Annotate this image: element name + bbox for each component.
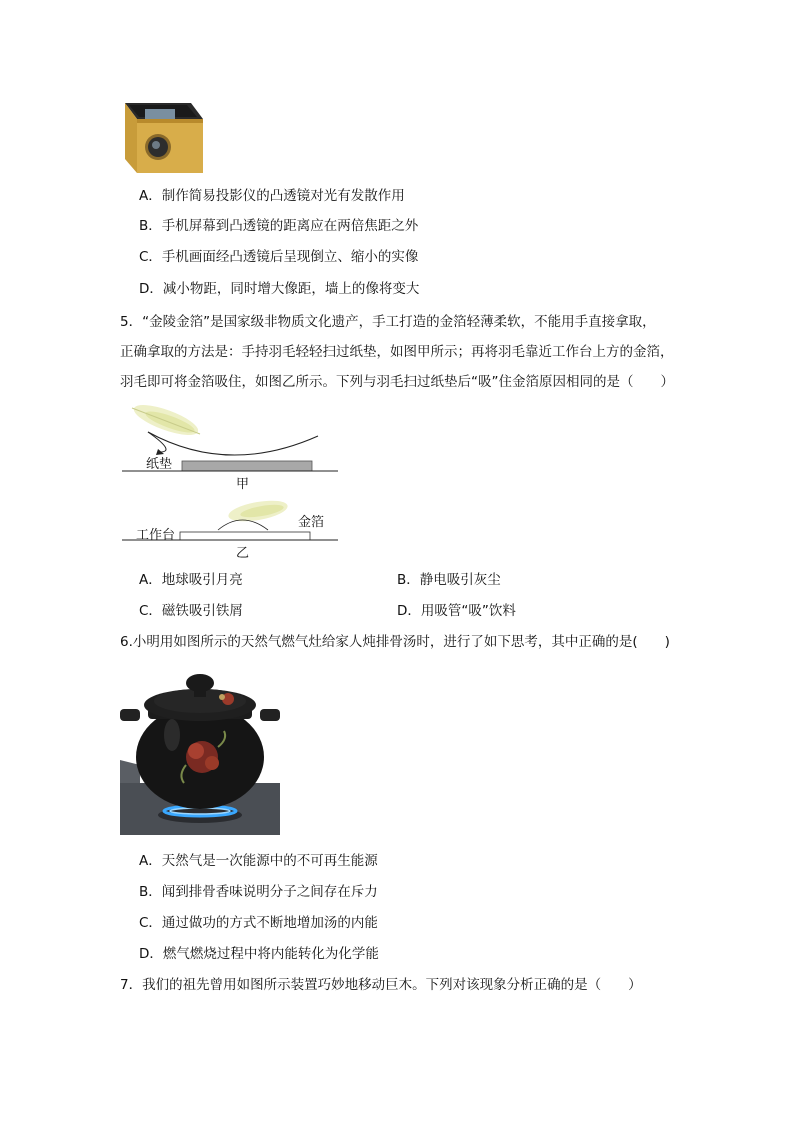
- q6-option-b: B．闻到排骨香味说明分子之间存在斥力: [139, 884, 378, 900]
- q6-stem: 6.小明用如图所示的天然气燃气灶给家人炖排骨汤时，进行了如下思考，其中正确的是( ): [120, 634, 670, 650]
- q5-option-c: C．磁铁吸引铁屑: [139, 603, 243, 619]
- q4-option-c: C．手机画面经凸透镜后呈现倒立、缩小的实像: [139, 249, 419, 265]
- q6-option-c: C．通过做功的方式不断地增加汤的内能: [139, 915, 378, 931]
- q5-option-b: B．静电吸引灰尘: [397, 572, 501, 588]
- q5-feather-figure: [118, 398, 343, 560]
- q5-option-a: A．地球吸引月亮: [139, 572, 243, 588]
- label-paper-pad: 纸垫: [146, 457, 173, 472]
- label-gold-foil: 金箔: [298, 515, 325, 530]
- q6-option-d: D．燃气燃烧过程中将内能转化为化学能: [139, 946, 379, 962]
- projector-box-image: [121, 97, 205, 177]
- q5-stem-line-1: 5．“金陵金箔”是国家级非物质文化遗产，手工打造的金箔轻薄柔软，不能用手直接拿取，: [120, 314, 656, 330]
- label-yi: 乙: [236, 546, 250, 560]
- feather-icon: [131, 399, 202, 441]
- q7-stem: 7．我们的祖先曾用如图所示装置巧妙地移动巨木。下列对该现象分析正确的是（ ）: [120, 977, 642, 993]
- label-jia: 甲: [236, 477, 250, 492]
- q4-option-d: D．减小物距，同时增大像距，墙上的像将变大: [139, 281, 420, 297]
- q6-option-a: A．天然气是一次能源中的不可再生能源: [139, 853, 378, 869]
- label-workbench: 工作台: [136, 528, 176, 543]
- q5-option-d: D．用吸管“吸”饮料: [397, 603, 516, 619]
- q5-stem-line-2: 正确拿取的方法是：手持羽毛轻轻扫过纸垫，如图甲所示；再将羽毛靠近工作台上方的金箔，: [120, 344, 674, 360]
- q4-option-a: A．制作简易投影仪的凸透镜对光有发散作用: [139, 188, 405, 204]
- q4-option-b: B．手机屏幕到凸透镜的距离应在两倍焦距之外: [139, 218, 419, 234]
- q5-stem-line-3: 羽毛即可将金箔吸住，如图乙所示。下列与羽毛扫过纸垫后“吸”住金箔原因相同的是（ ）: [120, 374, 674, 390]
- clay-pot-on-stove-image: [120, 665, 280, 835]
